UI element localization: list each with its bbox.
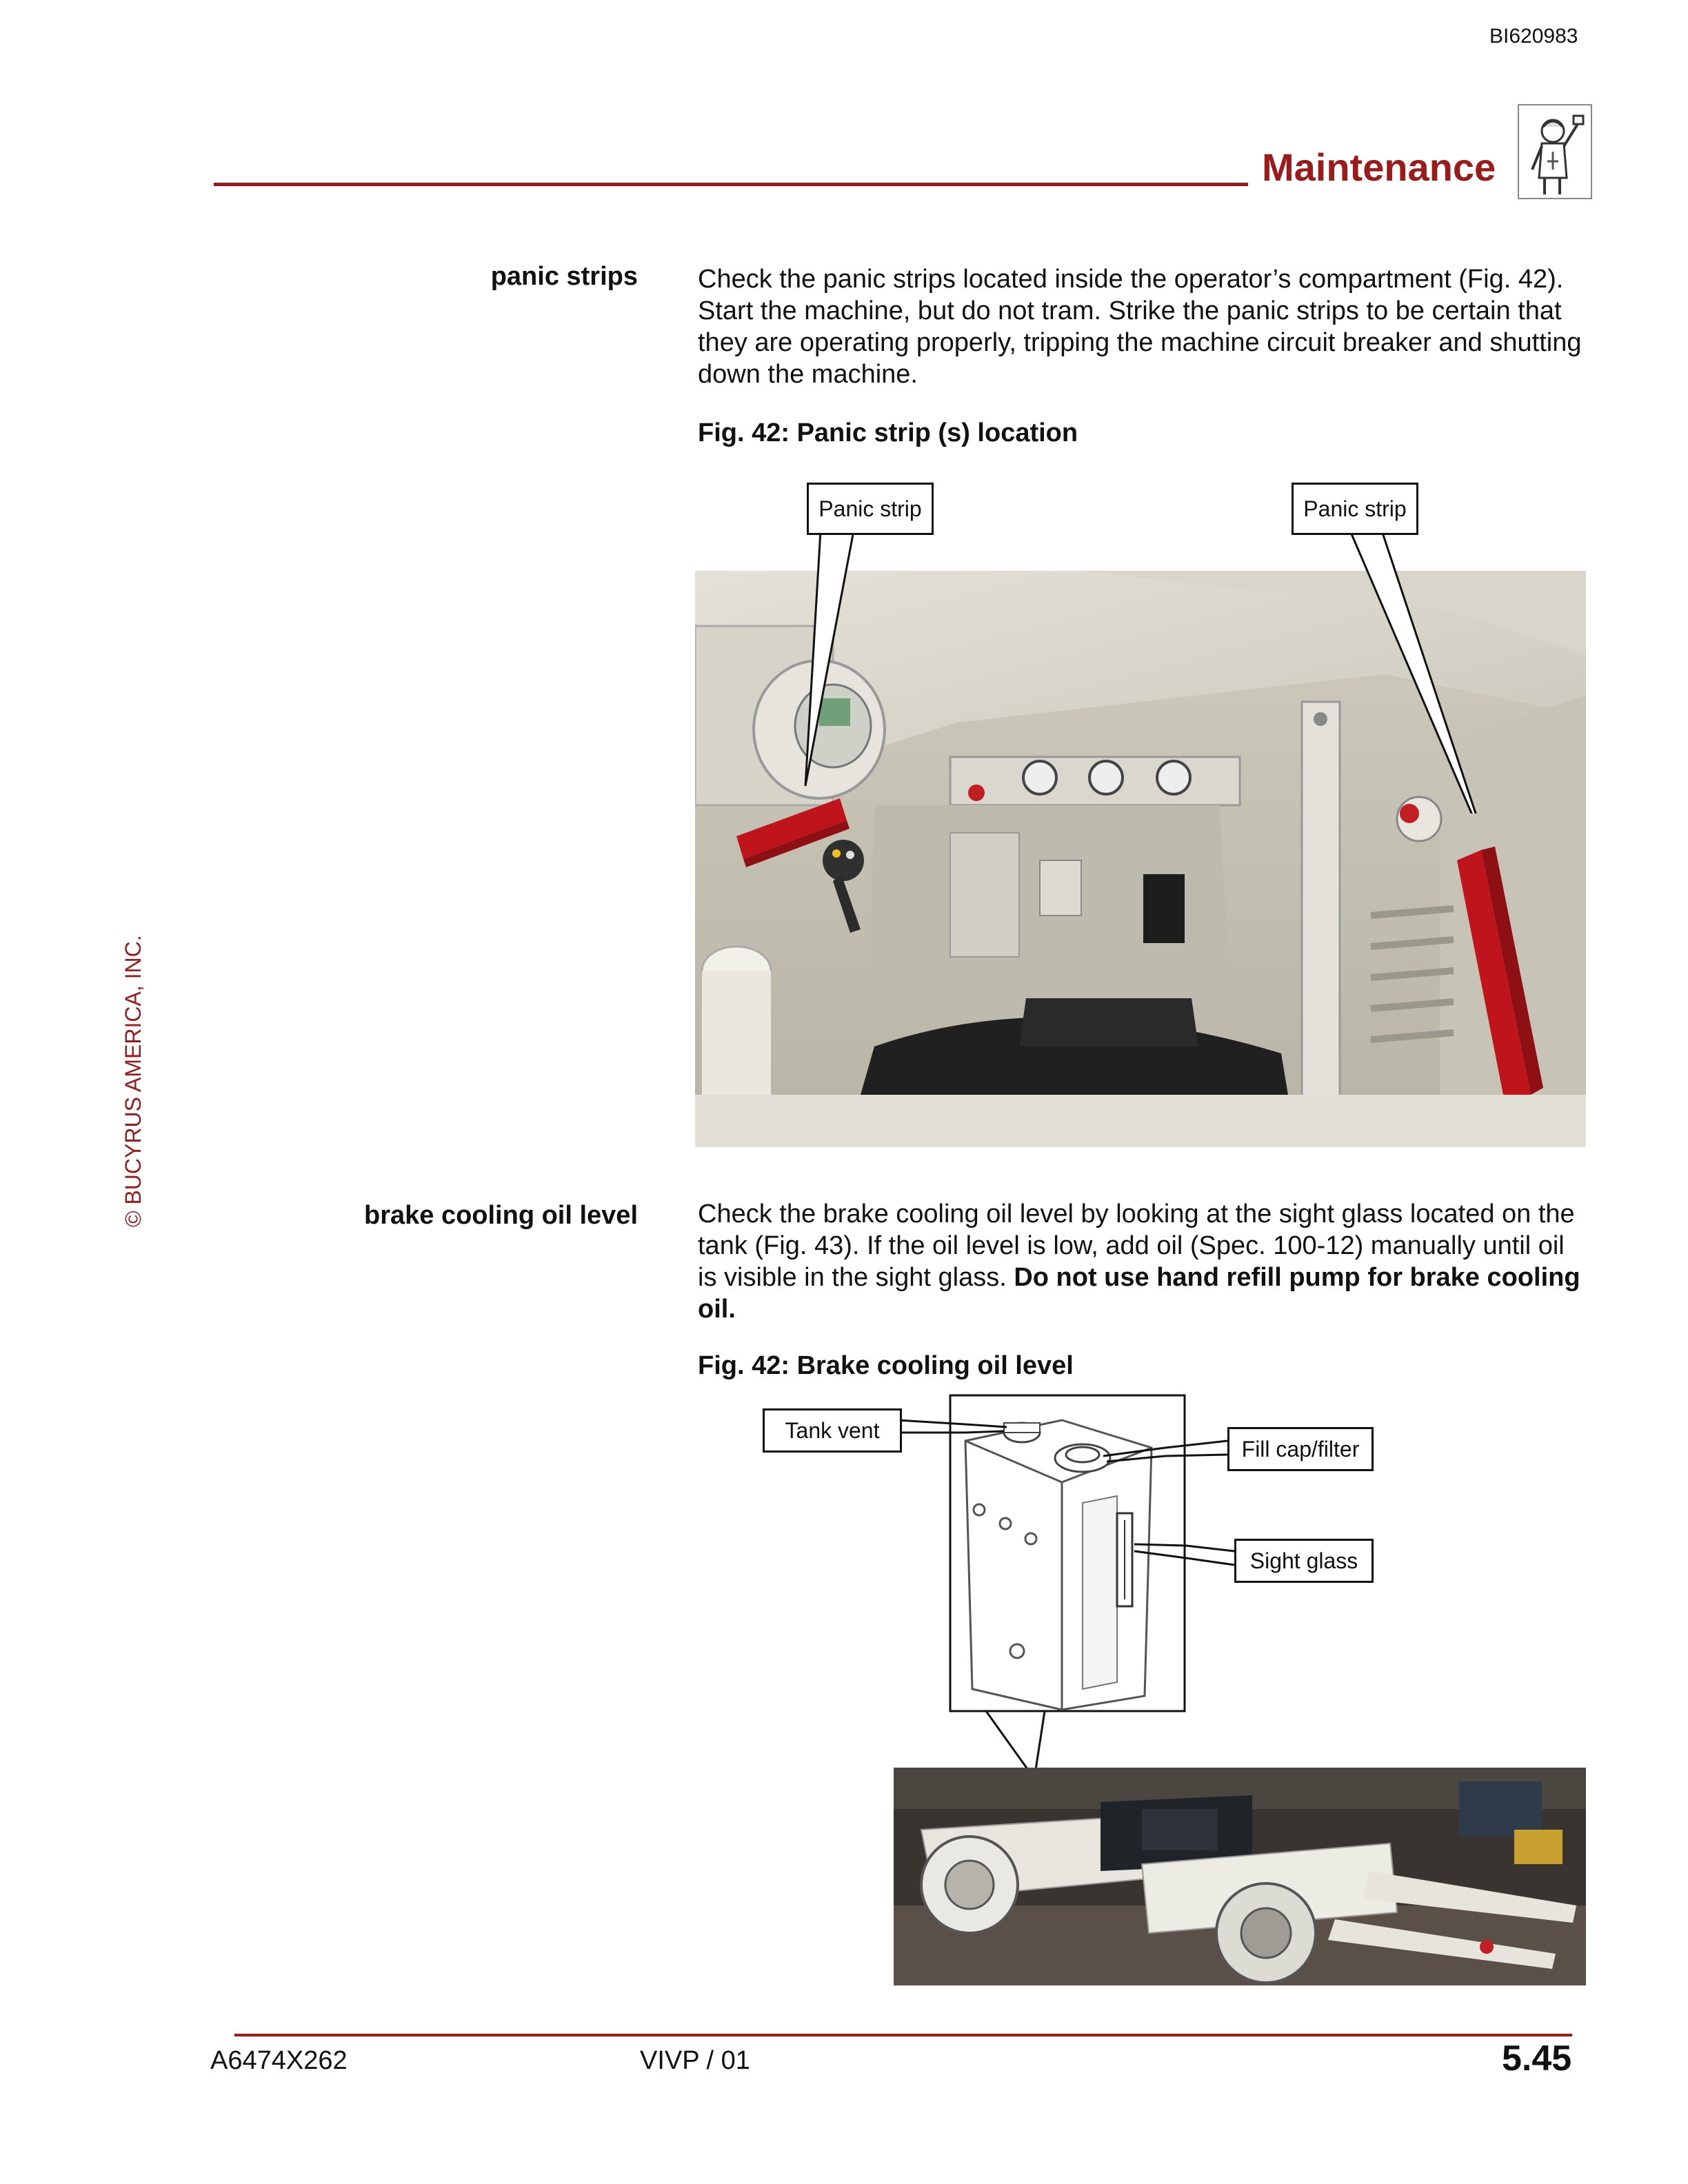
mechanic-with-wrench-icon — [1517, 103, 1593, 200]
footer-revision: VIVP / 01 — [640, 2046, 750, 2075]
mining-vehicle-photo — [894, 1768, 1586, 1985]
figure-caption-panic-strips: Fig. 42: Panic strip (s) location — [698, 418, 1078, 447]
section-label-brake-cooling-oil: brake cooling oil level — [363, 1201, 638, 1230]
document-id: BI620983 — [1489, 25, 1578, 48]
panic-strips-body: Check the panic strips located inside the operator’s compartment (Fig. 42). Start the machine, but do not tram. Strike the panic strips to be certain that they are operating properly, tripping the machine circuit breaker and shutting down the machine. — [698, 265, 1582, 389]
brake-cooling-oil-text: Check the brake cooling oil level by looking at the sight glass located on the tank (Fig. 43). If the oil level is low, add oil (Spec. 100-12) manually until oil is visible in the sight glass. — [698, 1200, 1575, 1292]
section-label-panic-strips: panic strips — [490, 262, 638, 291]
footer-doc-number: A6474X262 — [210, 2046, 348, 2075]
header-rule — [214, 183, 1248, 186]
page-number: 5.45 — [1502, 2039, 1572, 2079]
callout-panic-strip-right: Panic strip — [1292, 483, 1418, 535]
footer-rule — [234, 2034, 1572, 2036]
callout-sight-glass: Sight glass — [1234, 1539, 1374, 1583]
callout-fill-cap-filter: Fill cap/filter — [1227, 1427, 1374, 1471]
brake-cooling-oil-body — [698, 1198, 1587, 1325]
copyright-notice: © BUCYRUS AMERICA, INC. — [121, 935, 145, 1227]
brake-cooling-oil-warning: Do not use hand refill pump for brake cooling oil. — [698, 1263, 1580, 1324]
callout-panic-strip-left: Panic strip — [807, 483, 934, 535]
figure-caption-brake-cooling-oil: Fig. 42: Brake cooling oil level — [698, 1351, 1074, 1380]
callout-tank-vent: Tank vent — [763, 1408, 902, 1453]
section-title: Maintenance — [1262, 145, 1496, 189]
